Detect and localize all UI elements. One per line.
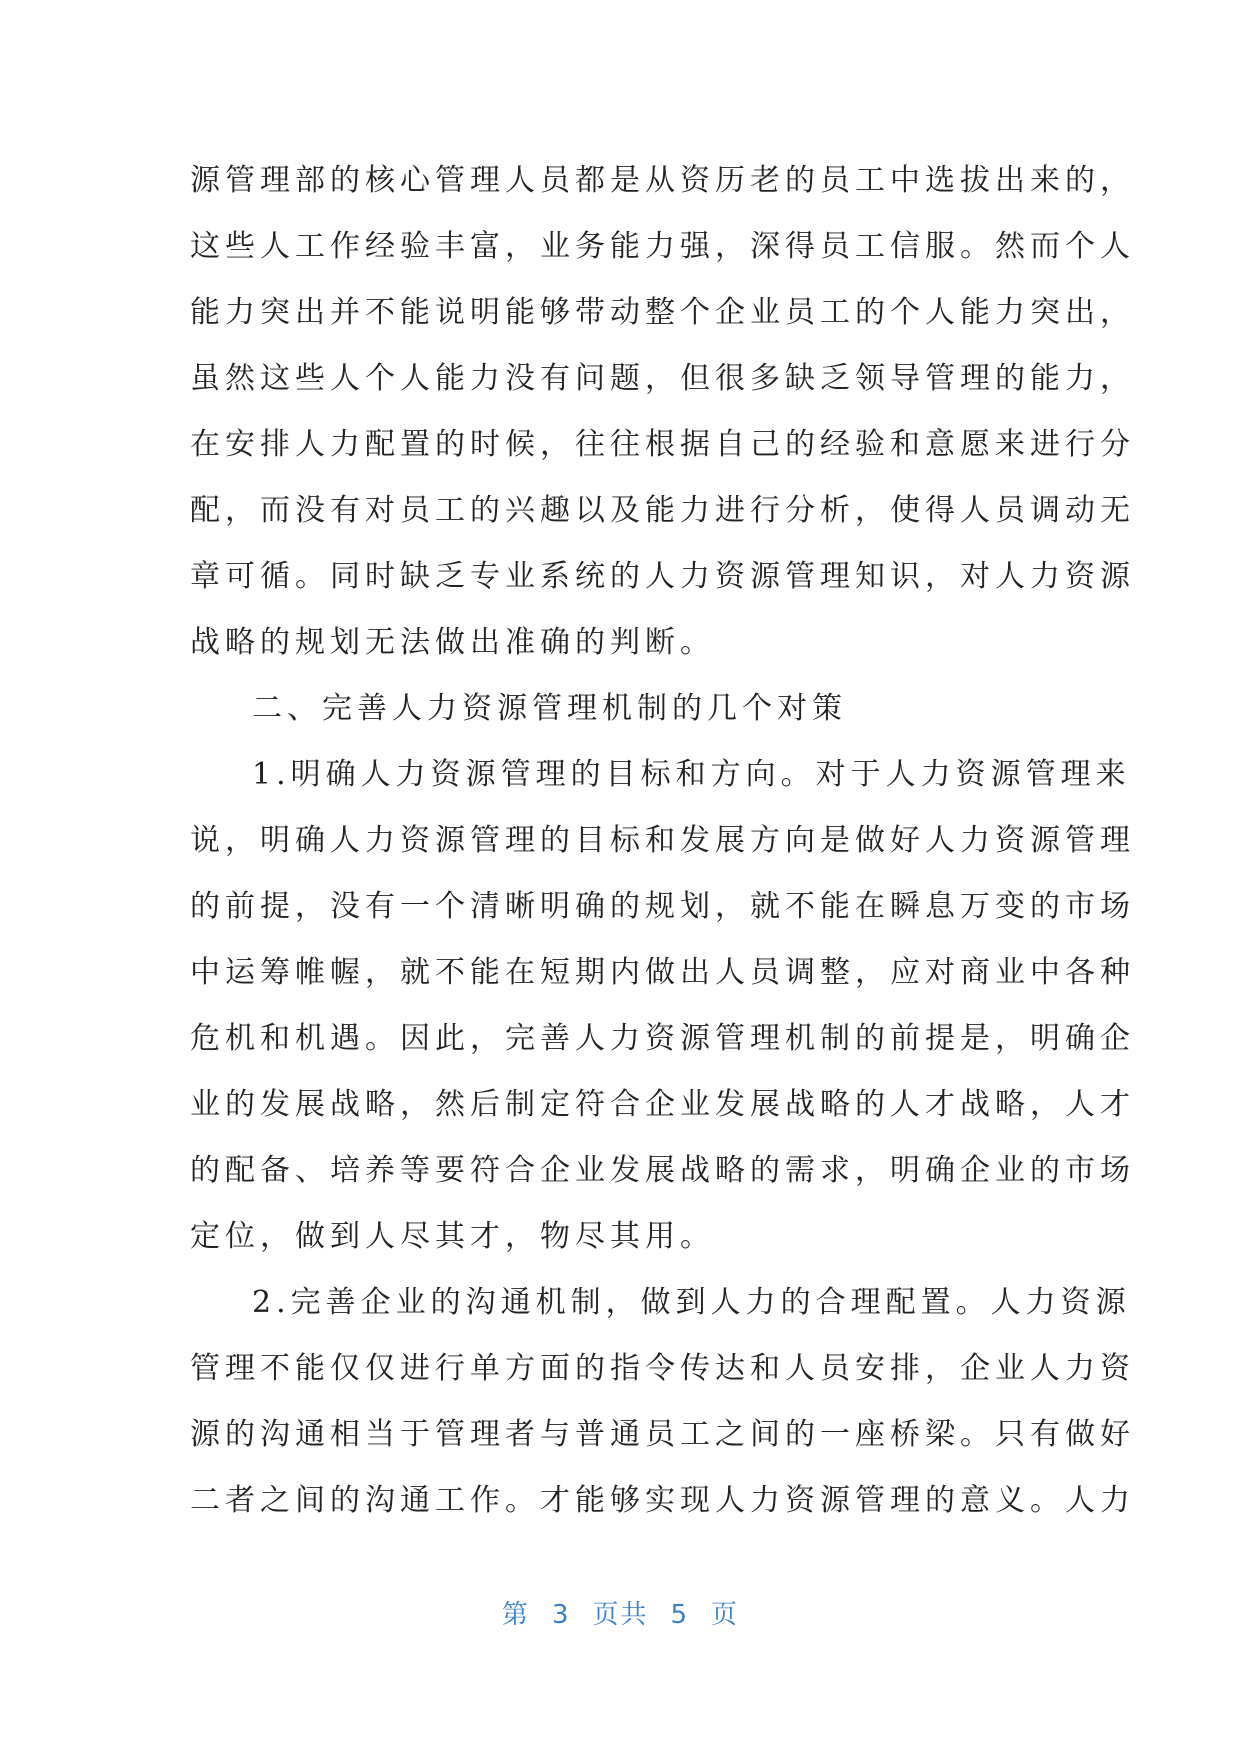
document-body (190, 148, 1135, 1534)
text-line: 危机和机遇。因此，完善人力资源管理机制的前提是，明确企 (190, 1021, 1135, 1056)
text-line: 这些人工作经验丰富，业务能力强，深得员工信服。然而个人 (190, 229, 1135, 264)
text-line: 管理不能仅仅进行单方面的指令传达和人员安排，企业人力资 (190, 1351, 1135, 1386)
text-line: 二者之间的沟通工作。才能够实现人力资源管理的意义。人力 (190, 1483, 1135, 1518)
text-line: 战略的规划无法做出准确的判断。 (190, 625, 715, 660)
footer-suffix: 页 (711, 1600, 740, 1630)
paragraph-first-line: 2.完善企业的沟通机制，做到人力的合理配置。人力资源 (252, 1285, 1131, 1320)
text-line: 源管理部的核心管理人员都是从资历老的员工中选拔出来的， (190, 163, 1135, 198)
text-line: 在安排人力配置的时候，往往根据自己的经验和意愿来进行分 (190, 427, 1135, 462)
section-heading: 二、完善人力资源管理机制的几个对策 (252, 691, 847, 726)
text-line: 能力突出并不能说明能够带动整个企业员工的个人能力突出， (190, 295, 1135, 330)
text-line: 章可循。同时缺乏专业系统的人力资源管理知识，对人力资源 (190, 559, 1135, 594)
paragraph-first-line: 1.明确人力资源管理的目标和方向。对于人力资源管理来 (252, 757, 1131, 792)
footer-current-page: 3 (551, 1600, 571, 1630)
footer-total-pages: 5 (670, 1600, 690, 1630)
text-line: 的配备、培养等要符合企业发展战略的需求，明确企业的市场 (190, 1153, 1135, 1188)
text-line: 源的沟通相当于管理者与普通员工之间的一座桥梁。只有做好 (190, 1417, 1135, 1452)
text-line: 配，而没有对员工的兴趣以及能力进行分析，使得人员调动无 (190, 493, 1135, 528)
footer-prefix: 第 (501, 1600, 530, 1630)
text-line: 中运筹帷幄，就不能在短期内做出人员调整，应对商业中各种 (190, 955, 1135, 990)
text-line: 的前提，没有一个清晰明确的规划，就不能在瞬息万变的市场 (190, 889, 1135, 924)
page-footer (0, 1594, 1241, 1631)
text-line: 虽然这些人个人能力没有问题，但很多缺乏领导管理的能力， (190, 361, 1135, 396)
text-line: 定位，做到人尽其才，物尽其用。 (190, 1219, 715, 1254)
footer-middle: 页共 (592, 1600, 649, 1630)
text-line: 业的发展战略，然后制定符合企业发展战略的人才战略，人才 (190, 1087, 1135, 1122)
text-line: 说，明确人力资源管理的目标和发展方向是做好人力资源管理 (190, 823, 1135, 858)
